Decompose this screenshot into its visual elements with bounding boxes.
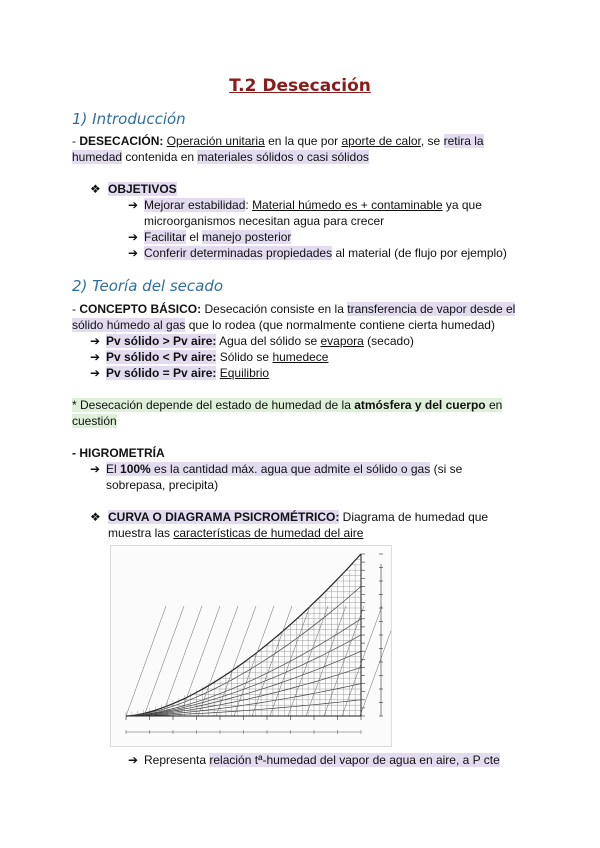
- text-run: humedece: [272, 350, 329, 364]
- pv-case-2: [90, 349, 328, 365]
- psychrometric-chart-graphic: [111, 546, 391, 746]
- text-run: que lo rodea (que normalmente contiene cierta humedad): [185, 318, 495, 332]
- pv-case-3: [90, 365, 269, 381]
- text-run: Agua del sólido se: [216, 334, 321, 348]
- text-run: en la que por: [264, 134, 342, 148]
- text-run: Desecación consiste en la: [201, 302, 348, 316]
- highlight-run: 100%: [120, 462, 151, 476]
- text-run: contenida en: [122, 150, 198, 164]
- text-run: Diagrama de humedad que: [339, 510, 489, 524]
- desecacion-definition-line2: [72, 149, 369, 165]
- highlight-run: Pv sólido < Pv aire:: [106, 350, 217, 364]
- text-run: -: [72, 302, 80, 316]
- highlight-run: Pv sólido = Pv aire:: [106, 366, 217, 380]
- chart-stroke: [234, 606, 274, 716]
- higrometria-heading: [72, 445, 165, 461]
- highlight-run: materiales sólidos o casi sólidos: [197, 150, 369, 164]
- highlight-run: Facilitar: [144, 230, 187, 244]
- highlight-run: * Desecación depende del estado de humedad de la: [72, 398, 355, 412]
- highlight-run: relación tª-humedad del vapor de agua en aire, a P cte: [209, 753, 500, 767]
- text-run: aporte de calor: [341, 134, 421, 148]
- highlight-run: en: [485, 398, 503, 412]
- concepto-basico-line2: [72, 317, 495, 333]
- diamond-icon: ❖: [90, 510, 101, 524]
- text-run: evapora: [320, 334, 364, 348]
- curva-line2: [108, 525, 363, 541]
- note-line2: [72, 413, 117, 429]
- highlight-run: El: [106, 462, 121, 476]
- chart-stroke: [144, 606, 184, 716]
- text-run: (si se: [430, 462, 463, 476]
- text-run: ya que: [442, 198, 482, 212]
- highlight-run: Pv sólido > Pv aire:: [106, 334, 217, 348]
- text-run: Equilibrio: [219, 366, 270, 380]
- chart-stroke: [270, 606, 310, 716]
- highlight-run: Mejorar estabilidad: [144, 198, 246, 212]
- arrow-icon: ➔: [128, 753, 139, 767]
- pv-case-1: [90, 333, 414, 349]
- concepto-basico-line1: [72, 301, 515, 317]
- highlight-run: manejo posterior: [202, 230, 292, 244]
- arrow-icon: ➔: [128, 198, 139, 212]
- text-run: , se: [420, 134, 444, 148]
- arrow-icon: ➔: [128, 246, 139, 260]
- chart-stroke: [126, 606, 166, 716]
- section-heading-introduccion: 1) Introducción: [72, 110, 186, 128]
- chart-stroke: [306, 606, 346, 716]
- curva-line1: [90, 509, 488, 525]
- objetivo-1-line1: [128, 197, 482, 213]
- note-line1: [72, 397, 502, 413]
- text-run: características de humedad del aire: [173, 526, 364, 540]
- text-run: el: [186, 230, 203, 244]
- arrow-icon: ➔: [90, 350, 101, 364]
- text-run: al material (de flujo por ejemplo): [332, 246, 507, 260]
- text-run: -: [72, 134, 80, 148]
- desecacion-definition-line1: [72, 133, 484, 149]
- highlight-run: retira la: [443, 134, 484, 148]
- text-run: Operación unitaria: [166, 134, 265, 148]
- higrometria-line2: sobrepasa, precipita): [106, 478, 219, 492]
- chart-stroke: [198, 606, 238, 716]
- highlight-run: CURVA O DIAGRAMA PSICROMÉTRICO:: [108, 510, 340, 524]
- arrow-icon: ➔: [90, 334, 101, 348]
- highlight-run: cuestión: [72, 414, 117, 428]
- text-run: Material húmedo es + contaminable: [252, 198, 443, 212]
- objetivo-1-line2: microorganismos necesitan agua para crecer: [144, 214, 385, 228]
- text-run: :: [245, 198, 253, 212]
- text-run: (secado): [363, 334, 414, 348]
- representa-line: [128, 752, 500, 768]
- arrow-icon: ➔: [90, 366, 101, 380]
- psychrometric-chart-image: [110, 545, 392, 747]
- highlight-run: transferencia de vapor desde el: [347, 302, 516, 316]
- highlight-run: sólido húmedo al gas: [72, 318, 186, 332]
- objetivo-2: [128, 229, 291, 245]
- chart-stroke: [252, 606, 292, 716]
- section-heading-teoria: 2) Teoría del secado: [72, 277, 224, 295]
- higrometria-line1: [90, 461, 462, 477]
- chart-stroke: [324, 606, 364, 716]
- higrometria-label: - HIGROMETRÍA: [72, 446, 165, 460]
- diamond-icon: ❖: [90, 182, 101, 196]
- objetivos-label: OBJETIVOS: [108, 182, 177, 196]
- text-run: muestra las: [108, 526, 174, 540]
- text-run: Sólido se: [216, 350, 273, 364]
- arrow-icon: ➔: [128, 230, 139, 244]
- text-run: Representa: [144, 753, 210, 767]
- highlight-run: humedad: [72, 150, 123, 164]
- page-title: T.2 Desecación: [229, 76, 371, 96]
- highlight-run: es la cantidad máx. agua que admite el sólido o gas: [150, 462, 431, 476]
- arrow-icon: ➔: [90, 462, 101, 476]
- highlight-run: Conferir determinadas propiedades: [144, 246, 333, 260]
- objetivos-heading: [90, 181, 177, 197]
- term-concepto-basico: CONCEPTO BÁSICO:: [79, 302, 202, 316]
- objetivo-3: [128, 245, 507, 261]
- chart-stroke: [216, 606, 256, 716]
- term-desecacion: DESECACIÓN:: [79, 134, 164, 148]
- highlight-run: atmósfera y del cuerpo: [354, 398, 486, 412]
